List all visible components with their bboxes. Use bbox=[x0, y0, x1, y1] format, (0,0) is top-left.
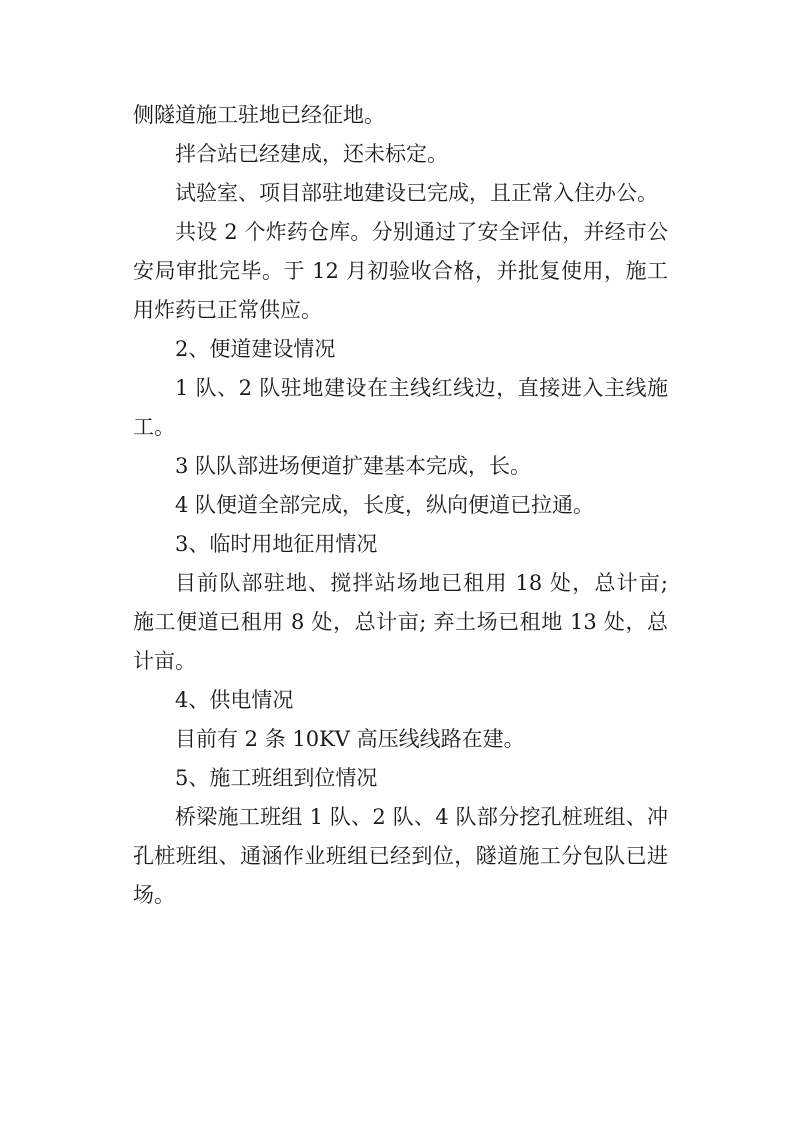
section-heading-access-roads: 2、便道建设情况 bbox=[175, 337, 336, 361]
section-heading-power-supply: 4、供电情况 bbox=[175, 688, 294, 712]
paragraph-team-4-road: 4 队便道全部完成，长度，纵向便道已拉通。 bbox=[175, 493, 595, 517]
section-heading-work-crews: 5、施工班组到位情况 bbox=[175, 766, 378, 790]
paragraph-power-lines: 目前有 2 条 10KV 高压线线路在建。 bbox=[175, 727, 525, 751]
paragraph-team-1-2-camp: 1 队、2 队驻地建设在主线红线边，直接进入主线施工。 bbox=[133, 376, 668, 439]
paragraph-land-lease: 目前队部驻地、搅拌站场地已租用 18 处，总计亩; 施工便道已租用 8 处，总计亩; 弃土场已租地 13 处，总计亩。 bbox=[133, 571, 668, 673]
document-body bbox=[133, 96, 668, 915]
paragraph-team-3-road: 3 队队部进场便道扩建基本完成，长。 bbox=[175, 454, 532, 478]
paragraph-tunnel-camp: 侧隧道施工驻地已经征地。 bbox=[133, 103, 385, 127]
paragraph-lab-office: 试验室、项目部驻地建设已完成，且正常入住办公。 bbox=[175, 181, 658, 205]
section-heading-temporary-land: 3、临时用地征用情况 bbox=[175, 532, 378, 556]
paragraph-work-crews: 桥梁施工班组 1 队、2 队、4 队部分挖孔桩班组、冲孔桩班组、通涵作业班组已经到位，隧道施工分包队已进场。 bbox=[133, 805, 668, 907]
paragraph-mixing-station: 拌合站已经建成，还未标定。 bbox=[175, 142, 448, 166]
paragraph-explosives-warehouse: 共设 2 个炸药仓库。分别通过了安全评估，并经市公安局审批完毕。于 12 月初验收合格，并批复使用，施工用炸药已正常供应。 bbox=[133, 220, 668, 322]
